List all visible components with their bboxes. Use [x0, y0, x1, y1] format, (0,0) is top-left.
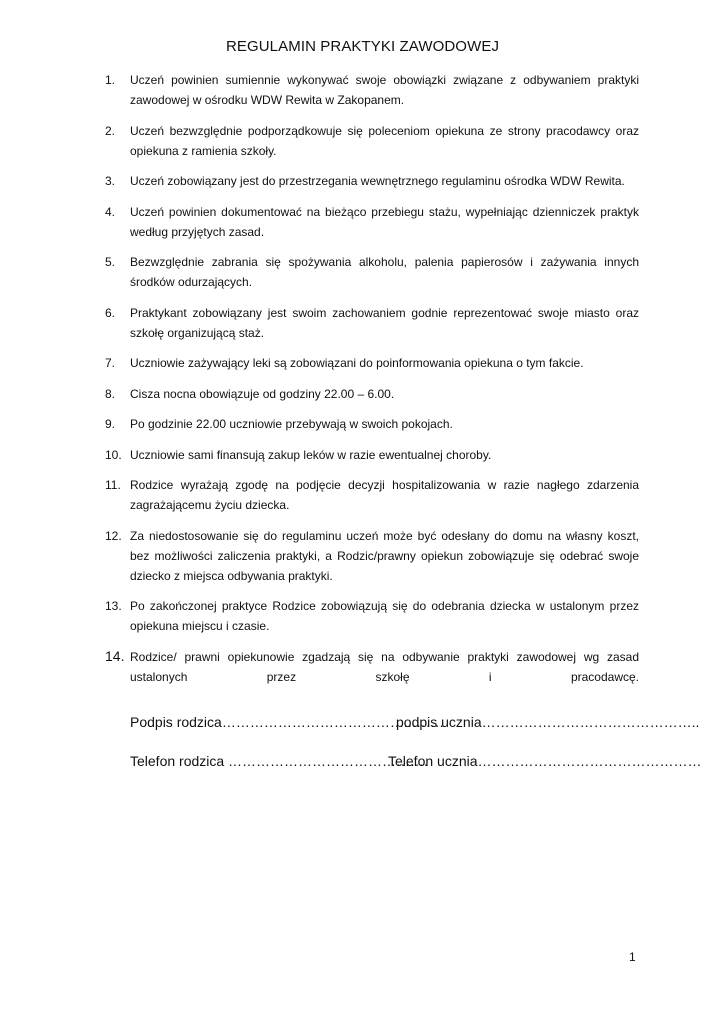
rule-number: 6. [105, 305, 116, 320]
rules-list [105, 70, 639, 697]
rule-number: 14. [105, 647, 125, 664]
rule-item [105, 252, 639, 292]
student-signature-line: podpis ucznia……………………………………….. [396, 714, 700, 730]
rule-number: 2. [105, 123, 116, 138]
rule-text: Cisza nocna obowiązuje od godziny 22.00 – 6.00. [130, 386, 395, 401]
rule-number: 4. [105, 204, 116, 219]
rule-text: Po zakończonej praktyce Rodzice zobowiązują się do odebrania dziecka w ustalonym przez opiekuna miejscu i czasie. [130, 599, 639, 633]
rule-item [105, 303, 639, 343]
rule-item [105, 171, 639, 191]
parent-signature-line: Podpis rodzica…………………………………..……. [130, 714, 444, 730]
document-title: REGULAMIN PRAKTYKI ZAWODOWEJ [225, 38, 500, 55]
rule-item [105, 202, 639, 242]
rule-text: Uczniowie sami finansują zakup leków w razie ewentualnej choroby. [130, 447, 492, 462]
rule-number: 9. [105, 417, 116, 431]
page-number: 1 [629, 950, 636, 964]
rule-item [105, 384, 639, 404]
rule-number: 8. [105, 386, 116, 401]
rule-number: 7. [105, 356, 116, 370]
rule-item [105, 475, 639, 515]
rule-number: 13. [105, 599, 122, 613]
rule-text: Rodzice wyrażają zgodę na podjęcie decyzji hospitalizowania w razie nagłego zdarzenia zagrażającemu życiu dziecka. [130, 478, 639, 512]
rule-text: Uczniowie zażywający leki są zobowiązani do poinformowania opiekuna o tym fakcie. [130, 356, 584, 370]
rule-number: 3. [105, 174, 116, 188]
rule-text: Po godzinie 22.00 uczniowie przebywają w swoich pokojach. [130, 417, 453, 431]
rule-number: 10. [105, 447, 122, 462]
parent-phone-line: Telefon rodzica ……………………………………. [130, 753, 428, 769]
rule-number: 5. [105, 255, 116, 269]
rule-text: Rodzice/ prawni opiekunowie zgadzają się na odbywanie praktyki zawodowej wg zasad ustalonych przez szkołę i pracodawcę. [130, 649, 639, 684]
rule-text: Praktykant zobowiązany jest swoim zachowaniem godnie reprezentować swoje miasto oraz szkołę organizującą staż. [130, 305, 639, 340]
rule-text: Uczeń bezwzględnie podporządkowuje się poleceniom opiekuna ze strony pracodawcy oraz opiekuna z ramienia szkoły. [130, 123, 639, 158]
rule-text: Uczeń zobowiązany jest do przestrzegania wewnętrznego regulaminu ośrodka WDW Rewita. [130, 174, 625, 188]
rule-item [105, 414, 639, 434]
rule-text: Uczeń powinien dokumentować na bieżąco przebiegu stażu, wypełniając dzienniczek praktyk według przyjętych zasad. [130, 204, 639, 239]
rule-text: Uczeń powinien sumiennie wykonywać swoje obowiązki związane z odbywaniem praktyki zawodowej w ośrodku WDW Rewita w Zakopanem. [130, 73, 639, 107]
rule-number: 12. [105, 528, 122, 543]
rule-number: 1. [105, 73, 116, 87]
rule-item [105, 445, 639, 465]
rule-item [105, 526, 639, 586]
rule-item [105, 647, 639, 687]
rule-item [105, 121, 639, 161]
rule-item [105, 70, 639, 110]
rule-item [105, 353, 639, 373]
student-phone-line: Telefon ucznia………………………………………… [388, 753, 702, 769]
rule-text: Bezwzględnie zabrania się spożywania alkoholu, palenia papierosów i zażywania innych środków odurzających. [130, 255, 639, 289]
rule-number: 11. [105, 478, 121, 492]
rule-item [105, 596, 639, 636]
rule-text: Za niedostosowanie się do regulaminu uczeń może być odesłany do domu na własny koszt, bez możliwości zaliczenia praktyki, a Rodzic/prawny opiekun zobowiązuje się odebrać swoje dziecko z miejsca odbywania praktyki. [130, 528, 639, 583]
